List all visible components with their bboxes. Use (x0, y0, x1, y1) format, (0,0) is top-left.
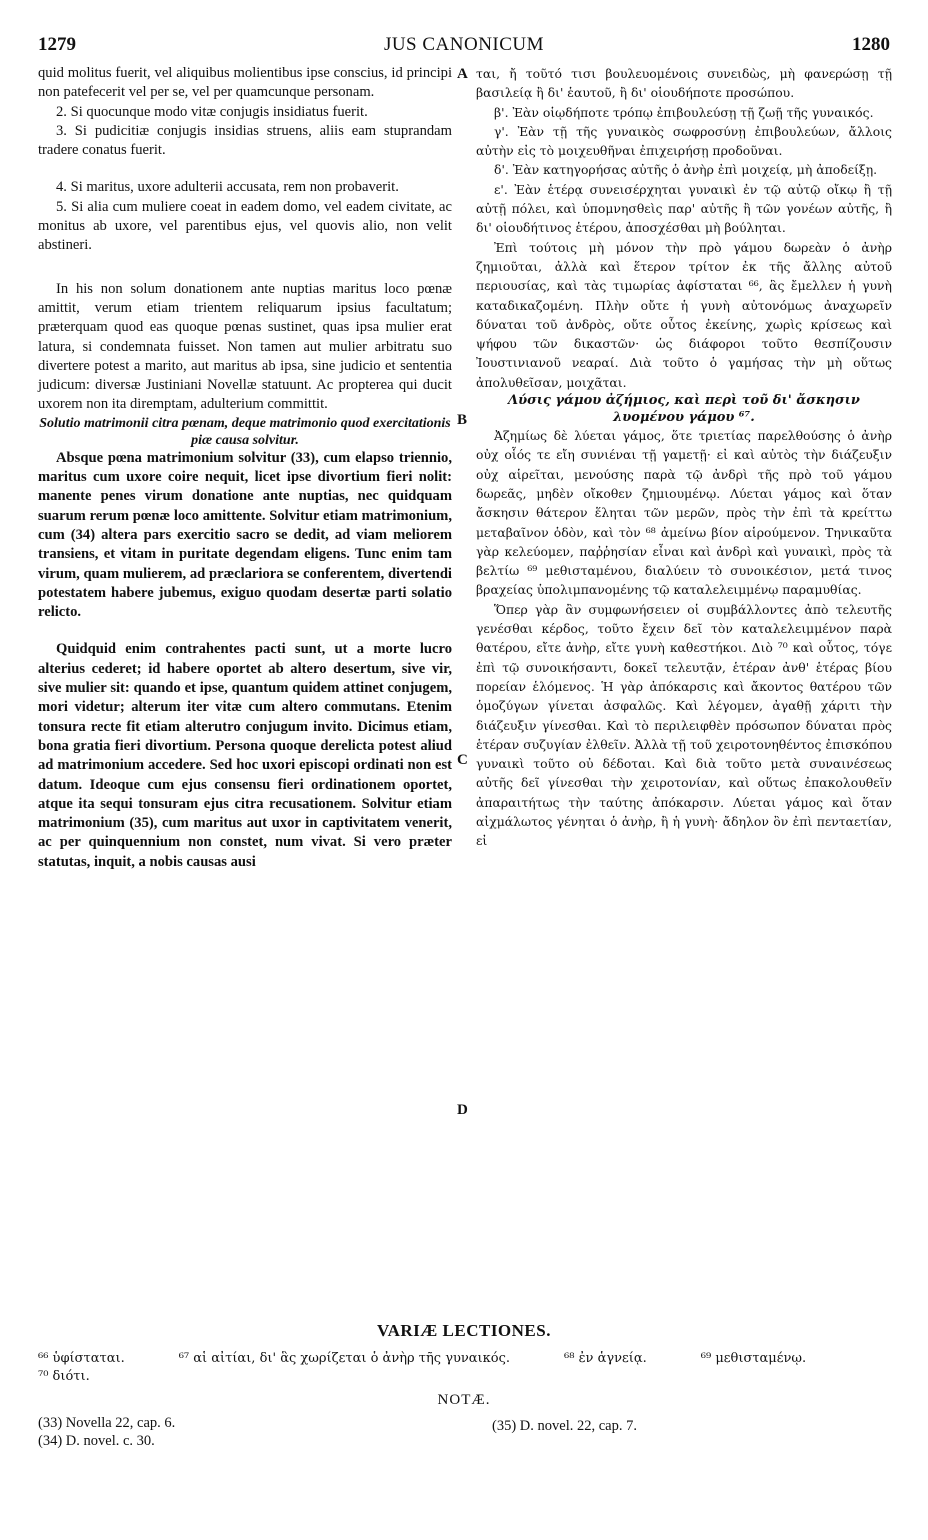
variant-reading: ⁷⁰ διότι. (38, 1369, 90, 1384)
variant-reading: ⁶⁶ ὑφίσταται. (38, 1351, 125, 1366)
greek-paragraph: ε'. Ἐὰν ἑτέρᾳ συνεισέρχηται γυναικὶ ἐν τῷ αὐτῷ οἴκῳ ἢ τῇ αὐτῇ πόλει, καὶ ὑπομνησθεὶς παρ' αὐτῆς ἢ τῶν γονέων αὐτῆς, ἢ δι' οἱουδήτινος ἑτέρου, ἀποσχέσθαι μὴ βούληται. (476, 181, 892, 236)
latin-paragraph: 4. Si maritus, uxore adulterii accusata, rem non probaverit. (56, 179, 399, 196)
margin-letter-b: B (457, 412, 468, 428)
latin-paragraph: 2. Si quocunque modo vitæ conjugis insidiatus fuerit. (56, 103, 368, 120)
greek-paragraph: Ἀζημίως δὲ λύεται γάμος, ὅτε τριετίας παρελθούσης ὁ ἀνὴρ οὐχ οἷός τε εἴη συνιέναι τῇ γαμετῇ· εἰ καὶ αὐτὸς τὴν διάζευξιν οὐχ αἱρεῖται, μενούσης παρὰ τῷ ἀνδρὶ τῆς πρὸ τοῦ γάμου δωρεᾶς, μηδὲν οἴκοθεν ζημιουμένῳ. Λύεται γάμος καὶ ὅταν ἄσκησιν θάτερον ἕληται τῶν μερῶν, πρὸς τὴν ἐπὶ τὰ κρείττω μεταβαῖνον ὁδὸν, καὶ τὸν ⁶⁸ ἀμείνω βίον αἱρούμενον. Τηνικαῦτα γὰρ κελεύομεν, παῤῥησίαν εἶναι καὶ ἀνδρὶ καὶ γυναικὶ, πρὸς τὰ βελτίω ⁶⁹ μεθισταμένου, διαλύειν τὸ συνοικέσιον, μετά τινος βραχείας ὑπολιμπανομένης τῷ καταλελειμμένῳ παραμυθίας. (476, 428, 892, 598)
variant-reading: ⁶⁹ μεθισταμένῳ. (700, 1351, 807, 1366)
greek-paragraph: Ἐπὶ τούτοις μὴ μόνον τὴν πρὸ γάμου δωρεὰν ὁ ἀνὴρ ζημιοῦται, ἀλλὰ καὶ ἕτερον τρίτον ἐκ τῆς ἄλλης αὐτοῦ περιουσίας, καὶ τὰς τιμωρίας ἀφίσταται ⁶⁶, ἃς ἔμελλεν ἡ γυνὴ καταδικαζομένη. Πλὴν οὔτε ἡ γυνὴ αὐτονόμως ἀναχωρεῖν δύναται τοῦ ἀνδρὸς, οὔτε οὗτος ἐκείνης, χωρὶς κρίσεως καὶ ψήφου τῶν δικαστῶν· ὡς διάφοροι τοῦτο θεσπίζουσιν Ἰουστινιανοῦ νεαραί. Διὰ τοῦτο ὁ γαμήσας τὴν μὴ οὕτως ἀπολυθεῖσαν, μοιχᾶται. (476, 239, 892, 390)
greek-paragraph: Ὅπερ γὰρ ἂν συμφωνήσειεν οἱ συμβάλλοντες ἀπὸ τελευτῆς γενέσθαι κέρδος, τοῦτο ἔχειν δεῖ τὸν καταλελειμμένον παρὰ θατέρου, εἴτε ἀνὴρ, εἴτε γυνὴ καθεστήκοι. Διὸ ⁷⁰ καὶ οὗτος, τόγε ἐπὶ τῷ συνοικήσαντι, δοκεῖ τελευτᾷν, ἑτέραν ἀνθ' ἑτέρας βίου πορείαν ἑλόμενος. Ἡ γὰρ ἀπόκαρσις καὶ ἄκοντος θατέρου τῶν ὁμοζύγων γίνεται ἀσφαλῶς. Καὶ λέγομεν, ἀγαθῇ χάριτι τὴν διάζευξιν γίνεσθαι. Καὶ τὸ περιλειφθὲν πρόσωπον δύναται πρὸς ἑτέραν συζυγίαν ἐλθεῖν. Ἀλλὰ τῇ τοῦ χειροτονηθέντος ἐπισκόπου γυναικὶ τοῦτο οὐ δέδοται. Καὶ διὰ τοῦτο μετὰ συναινέσεως αὐτῆς δεῖ γίνεσθαι τὴν χειροτονίαν, καὶ οὕτως ἐπακολουθεῖν ἀπαραιτήτως τὴν ταύτης ἀπόκαρσιν. Λύεται γάμος καὶ ὅταν αἰχμάλωτος γένηται ὁ ἀνὴρ, ἢ ἡ γυνὴ· ἄδηλον ὂν ἐπὶ πενταετίαν, εἰ (476, 601, 892, 849)
running-title: JUS CANONICUM (383, 34, 545, 55)
latin-paragraph: quid molitus fuerit, vel aliquibus molientibus ipse conscius, id principi non patefecerit vel per se, vel per quamcunque personam. (38, 65, 452, 101)
greek-paragraph: β'. Ἐὰν οἱῳδήποτε τρόπῳ ἐπιβουλεύσῃ τῇ ζωῇ τῆς γυναικός. (494, 104, 874, 120)
margin-letter-a: A (457, 66, 468, 82)
greek-paragraph: δ'. Ἐὰν κατηγορήσας αὐτῆς ὁ ἀνὴρ ἐπὶ μοιχείᾳ, μὴ ἀποδείξῃ. (494, 162, 878, 178)
variant-reading: ⁶⁸ ἐν ἁγνείᾳ. (564, 1351, 647, 1366)
notae-heading: NOTÆ. (437, 1392, 491, 1408)
latin-paragraph: Absque pœna matrimonium solvitur (33), cum elapso triennio, maritus cum uxore coire nequit, licet ipse divortium fieri nolit: manente penes virum donatione ante nuptias, nec quidquam suarum rerum pœnæ loco amittente. Solvitur etiam matrimonium, cum (34) altera pars exercitio sacro se dedit, ad viam meliorem transiens, et vitam in puritate degendam eligens. Tunc enim tam virum, quam mulierem, ad præclariora se conferentem, divertendi potestatem habere jubemus, exiguo quodam desertæ parti solatio relicto. (38, 449, 452, 621)
variant-reading: ⁶⁷ αἱ αἰτίαι, δι' ἃς χωρίζεται ὁ ἀνὴρ τῆς γυναικός. (178, 1351, 511, 1366)
greek-paragraph: ται, ἤ τοῦτό τισι βουλευομένοις συνειδὼς, μὴ φανερώσῃ τῇ βασιλείᾳ ἢ δι' ἑαυτοῦ, ἢ δι' οἱουδήποτε προσώπου. (476, 66, 892, 101)
variae-lectiones (38, 1350, 894, 1386)
latin-column (38, 64, 452, 872)
margin-letter-d: D (457, 1102, 468, 1118)
page-number-right: 1280 (852, 34, 890, 55)
margin-letter-c: C (457, 752, 468, 768)
greek-paragraph: γ'. Ἐὰν τῇ τῆς γυναικὸς σωφροσύνῃ ἐπιβουλεύων, ἄλλοις αὐτὴν εἰς τὸ μοιχευθῆναι ἐπιχειρήσῃ προδοῦναι. (476, 123, 892, 159)
greek-column (476, 64, 892, 851)
greek-section-heading: Λύσις γάμου ἀζήμιος, καὶ περὶ τοῦ δι' ἄσκησιν λυομένου γάμου ⁶⁷. (508, 393, 860, 426)
latin-section-heading: Solutio matrimonii citra pœnam, deque matrimonio quod exercitationis piæ causa solvitur. (39, 415, 451, 448)
latin-paragraph: 5. Si alia cum muliere coeat in eadem domo, vel eadem civitate, ac monitus ab uxore, vel parentibus ejus, vel quovis alio, non velit abstineri. (38, 198, 452, 254)
page-number-left: 1279 (38, 34, 76, 55)
latin-paragraph: In his non solum donationem ante nuptias maritus loco pœnæ amittit, verum etiam trientem reliquarum ipsius facultatum; præterquam quod eas quoque pœnas sustinet, quas ipsa mulier erat latura, si condemnata fuisset. Non tamen aut mulier arbitratu suo divertere potest a marito, aut maritus ab ipsa, sine judicio et sententia judicum: diversæ Justiniani Novellæ statuunt. Ac propterea qui ducit uxorem non ita diremptam, adulterium committit. (38, 280, 452, 413)
latin-paragraph: Quidquid enim contrahentes pacti sunt, ut a morte lucro alterius cederet; id habere oportet ab altero desertum, sive vir, sive mulier sit: quando et ipse, quantum quidem attinet conjugem, mori videtur; alterum iter vitæ cum altero commutans. Etenim tonsura recte fit etiam alterutro conjugum invito. Dicimus etiam, bona gratia fieri divortium. Persona quoque derelicta potest aliud ad matrimonium accedere. Sed hoc uxori episcopi ordinati non est datum. Ideoque cum ejus consensu fieri ordinationem oportet, atque ita sequi tonsuram ejus citra recusationem. Solvitur etiam matrimonium (35), cum maritus aut uxor in captivitatem venerit, ac per quinquennium non constet, num vivat. Si vero præter statutas, inquit, a nobis causas ausi (38, 641, 452, 870)
latin-paragraph: 3. Si pudicitiæ conjugis insidias struens, aliis eam stuprandam tradere conatus fuerit. (38, 122, 452, 159)
variae-lectiones-heading: VARIÆ LECTIONES. (377, 1321, 551, 1340)
footnote: (35) D. novel. 22, cap. 7. (492, 1418, 637, 1434)
running-header (38, 34, 890, 58)
footnote: (33) Novella 22, cap. 6. (38, 1415, 176, 1431)
footnote: (34) D. novel. c. 30. (38, 1433, 155, 1449)
